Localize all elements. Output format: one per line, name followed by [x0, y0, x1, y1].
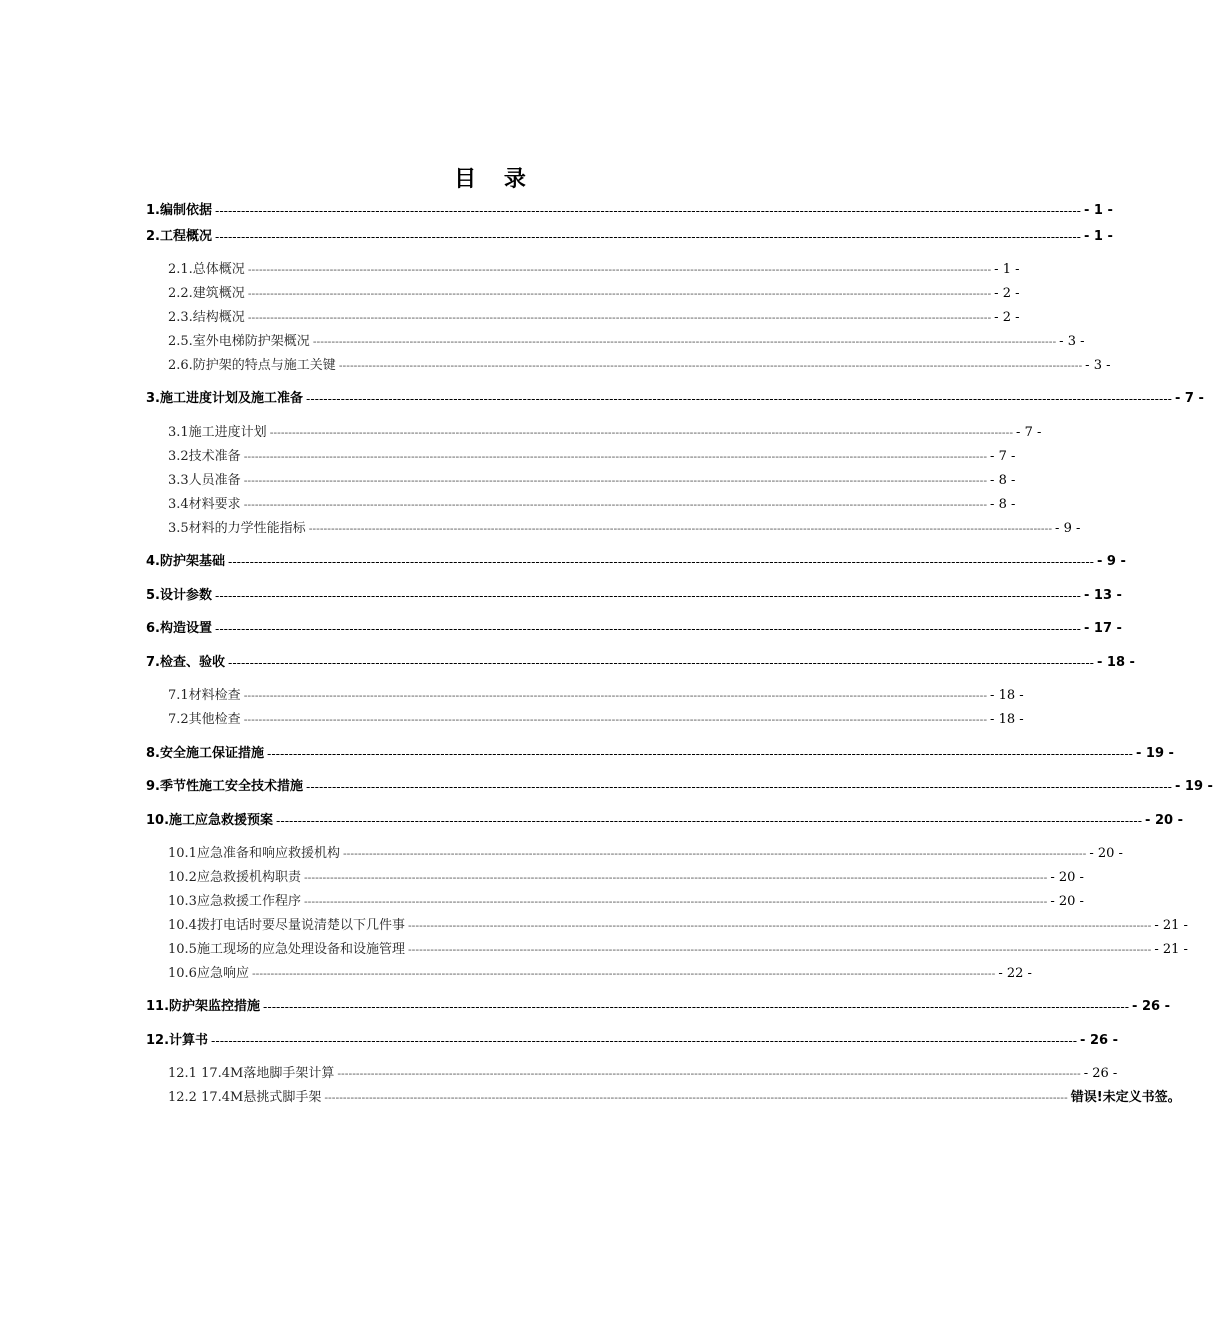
toc-entry[interactable]	[168, 308, 1020, 328]
dot-leader: --------------------------------------------------------------------------------------------------------------------------------------------------------------------------------------------------------	[338, 359, 1083, 372]
dot-leader: --------------------------------------------------------------------------------------------------------------------------------------------------------------------------------------------------------	[227, 555, 1094, 569]
dot-leader: --------------------------------------------------------------------------------------------------------------------------------------------------------------------------------------------------------	[243, 689, 988, 702]
toc-entry-error: 错误!未定义书签。	[1070, 1090, 1181, 1105]
toc-entry[interactable]	[168, 868, 1084, 888]
dot-leader: --------------------------------------------------------------------------------------------------------------------------------------------------------------------------------------------------------	[303, 871, 1048, 884]
toc-entry[interactable]	[168, 892, 1084, 912]
toc-entry-label: 3.2技术准备	[168, 449, 241, 464]
dot-leader: --------------------------------------------------------------------------------------------------------------------------------------------------------------------------------------------------------	[407, 943, 1152, 956]
dot-leader: --------------------------------------------------------------------------------------------------------------------------------------------------------------------------------------------------------	[227, 656, 1094, 670]
dot-leader: --------------------------------------------------------------------------------------------------------------------------------------------------------------------------------------------------------	[247, 311, 992, 324]
toc-entry-label: 2.5.室外电梯防护架概况	[168, 334, 310, 349]
toc-entry-page: - 7 -	[1016, 425, 1042, 440]
toc-entry-label: 12.1 17.4M落地脚手架计算	[168, 1066, 335, 1081]
dot-leader: --------------------------------------------------------------------------------------------------------------------------------------------------------------------------------------------------------	[211, 1034, 1078, 1048]
toc-entry-label: 3.施工进度计划及施工准备	[146, 391, 303, 406]
dot-leader: --------------------------------------------------------------------------------------------------------------------------------------------------------------------------------------------------------	[308, 522, 1053, 535]
dot-leader: --------------------------------------------------------------------------------------------------------------------------------------------------------------------------------------------------------	[243, 474, 988, 487]
dot-leader: --------------------------------------------------------------------------------------------------------------------------------------------------------------------------------------------------------	[214, 622, 1081, 636]
toc-entry-page: - 20 -	[1050, 894, 1084, 909]
toc-entry-page: - 26 -	[1083, 1066, 1118, 1081]
toc-entry[interactable]	[146, 619, 1122, 639]
toc-entry-page: - 2 -	[994, 310, 1020, 325]
dot-leader: --------------------------------------------------------------------------------------------------------------------------------------------------------------------------------------------------------	[312, 335, 1057, 348]
toc-entry[interactable]	[168, 686, 1024, 706]
dot-leader: --------------------------------------------------------------------------------------------------------------------------------------------------------------------------------------------------------	[269, 426, 1014, 439]
dot-leader: --------------------------------------------------------------------------------------------------------------------------------------------------------------------------------------------------------	[266, 747, 1133, 761]
toc-entry-page: - 19 -	[1136, 746, 1174, 761]
toc-entry-label: 3.3人员准备	[168, 473, 241, 488]
toc-entry-page: - 1 -	[994, 262, 1020, 277]
toc-entry-page: - 2 -	[994, 286, 1020, 301]
toc-entry-label: 2.6.防护架的特点与施工关键	[168, 358, 336, 373]
toc-entry-label: 6.构造设置	[146, 621, 212, 636]
toc-entry-label: 9.季节性施工安全技术措施	[146, 779, 303, 794]
toc-entry-page: - 3 -	[1085, 358, 1111, 373]
toc-entry-page: - 8 -	[990, 473, 1016, 488]
toc-entry-page: - 13 -	[1084, 588, 1122, 603]
toc-entry[interactable]	[168, 1064, 1118, 1084]
toc-entry[interactable]	[168, 356, 1111, 376]
toc-entry-page: - 22 -	[998, 966, 1032, 981]
toc-entry-label: 3.4材料要求	[168, 497, 241, 512]
toc-entry-page: - 26 -	[1132, 999, 1170, 1014]
toc-entry[interactable]	[146, 744, 1174, 764]
dot-leader: --------------------------------------------------------------------------------------------------------------------------------------------------------------------------------------------------------	[247, 263, 992, 276]
toc-entry-page: - 7 -	[1175, 391, 1204, 406]
toc-entry-label: 12.计算书	[146, 1033, 209, 1048]
toc-entry[interactable]	[146, 389, 1204, 409]
toc-entry[interactable]	[168, 423, 1042, 443]
toc-entry[interactable]	[168, 940, 1188, 960]
dot-leader: --------------------------------------------------------------------------------------------------------------------------------------------------------------------------------------------------------	[247, 287, 992, 300]
dot-leader: --------------------------------------------------------------------------------------------------------------------------------------------------------------------------------------------------------	[243, 713, 988, 726]
dot-leader: --------------------------------------------------------------------------------------------------------------------------------------------------------------------------------------------------------	[305, 392, 1172, 406]
toc-entry-label: 4.防护架基础	[146, 554, 225, 569]
dot-leader: --------------------------------------------------------------------------------------------------------------------------------------------------------------------------------------------------------	[276, 814, 1143, 828]
toc-entry[interactable]	[146, 201, 1113, 221]
toc-entry-label: 12.2 17.4M悬挑式脚手架	[168, 1090, 322, 1105]
toc-entry[interactable]	[168, 471, 1016, 491]
dot-leader: --------------------------------------------------------------------------------------------------------------------------------------------------------------------------------------------------------	[324, 1091, 1068, 1104]
toc-entry-page: - 18 -	[1097, 655, 1135, 670]
toc-entry-label: 7.检查、验收	[146, 655, 225, 670]
toc-entry[interactable]	[168, 447, 1016, 467]
toc-entry-label: 1.编制依据	[146, 203, 212, 218]
toc-entry-page: - 18 -	[990, 688, 1024, 703]
toc-entry[interactable]	[168, 519, 1081, 539]
toc-entry-label: 2.1.总体概况	[168, 262, 245, 277]
toc-entry-label: 2.3.结构概况	[168, 310, 245, 325]
toc-entry-page: - 7 -	[990, 449, 1016, 464]
toc-entry-label: 2.工程概况	[146, 229, 212, 244]
toc-entry[interactable]	[146, 586, 1122, 606]
toc-entry-label: 10.2应急救援机构职责	[168, 870, 301, 885]
dot-leader: --------------------------------------------------------------------------------------------------------------------------------------------------------------------------------------------------------	[342, 847, 1087, 860]
dot-leader: --------------------------------------------------------------------------------------------------------------------------------------------------------------------------------------------------------	[303, 895, 1048, 908]
toc-entry-page: - 3 -	[1059, 334, 1085, 349]
dot-leader: --------------------------------------------------------------------------------------------------------------------------------------------------------------------------------------------------------	[263, 1000, 1130, 1014]
toc-entry-page: - 21 -	[1154, 918, 1188, 933]
dot-leader: --------------------------------------------------------------------------------------------------------------------------------------------------------------------------------------------------------	[337, 1067, 1081, 1080]
toc-entry-label: 5.设计参数	[146, 588, 212, 603]
toc-entry-label: 7.2其他检查	[168, 712, 241, 727]
toc-entry[interactable]	[168, 260, 1020, 280]
toc-entry-page: - 26 -	[1080, 1033, 1118, 1048]
toc-entry-page: - 9 -	[1055, 521, 1081, 536]
toc-entry[interactable]	[168, 284, 1020, 304]
toc-entry-label: 10.4拨打电话时要尽量说清楚以下几件事	[168, 918, 405, 933]
dot-leader: --------------------------------------------------------------------------------------------------------------------------------------------------------------------------------------------------------	[305, 780, 1172, 794]
toc-entry[interactable]	[168, 844, 1123, 864]
dot-leader: --------------------------------------------------------------------------------------------------------------------------------------------------------------------------------------------------------	[214, 204, 1081, 218]
toc-entry-page: - 20 -	[1145, 813, 1183, 828]
toc-entry-page: - 1 -	[1084, 229, 1113, 244]
toc-entry-label: 10.3应急救援工作程序	[168, 894, 301, 909]
toc-entry-page: - 19 -	[1175, 779, 1213, 794]
dot-leader: --------------------------------------------------------------------------------------------------------------------------------------------------------------------------------------------------------	[243, 450, 988, 463]
toc-entry[interactable]	[146, 653, 1135, 673]
dot-leader: --------------------------------------------------------------------------------------------------------------------------------------------------------------------------------------------------------	[251, 967, 996, 980]
toc-entry[interactable]	[146, 777, 1213, 797]
toc-entry-label: 10.1应急准备和响应救援机构	[168, 846, 340, 861]
toc-entry[interactable]	[168, 1088, 1181, 1108]
toc-entry[interactable]	[146, 1031, 1118, 1051]
toc-entry-page: - 17 -	[1084, 621, 1122, 636]
toc-entry-page: - 9 -	[1097, 554, 1126, 569]
toc-entry-page: - 20 -	[1089, 846, 1123, 861]
toc-entry[interactable]	[146, 997, 1170, 1017]
toc-entry[interactable]	[168, 964, 1032, 984]
toc-entry-page: - 8 -	[990, 497, 1016, 512]
toc-entry-page: - 1 -	[1084, 203, 1113, 218]
toc-entry-page: - 21 -	[1154, 942, 1188, 957]
dot-leader: --------------------------------------------------------------------------------------------------------------------------------------------------------------------------------------------------------	[407, 919, 1152, 932]
toc-entry-label: 10.5施工现场的应急处理设备和设施管理	[168, 942, 405, 957]
dot-leader: --------------------------------------------------------------------------------------------------------------------------------------------------------------------------------------------------------	[214, 589, 1081, 603]
toc-entry-label: 3.5材料的力学性能指标	[168, 521, 306, 536]
toc-entry[interactable]	[146, 811, 1183, 831]
toc-entry-page: - 20 -	[1050, 870, 1084, 885]
toc-entry[interactable]	[146, 227, 1113, 247]
toc-entry-label: 10.6应急响应	[168, 966, 249, 981]
toc-entry-label: 8.安全施工保证措施	[146, 746, 264, 761]
toc-entry[interactable]	[168, 916, 1188, 936]
toc-entry[interactable]	[168, 495, 1016, 515]
toc-entry-label: 3.1施工进度计划	[168, 425, 267, 440]
toc-title: 目 录	[454, 167, 536, 192]
toc-entry-label: 10.施工应急救援预案	[146, 813, 274, 828]
toc-entry[interactable]	[168, 710, 1024, 730]
toc-entry-label: 11.防护架监控措施	[146, 999, 261, 1014]
toc-entry-page: - 18 -	[990, 712, 1024, 727]
toc-entry[interactable]	[168, 332, 1085, 352]
toc-entry-label: 7.1材料检查	[168, 688, 241, 703]
dot-leader: --------------------------------------------------------------------------------------------------------------------------------------------------------------------------------------------------------	[214, 230, 1081, 244]
toc-entry-label: 2.2.建筑概况	[168, 286, 245, 301]
dot-leader: --------------------------------------------------------------------------------------------------------------------------------------------------------------------------------------------------------	[243, 498, 988, 511]
toc-entry[interactable]	[146, 552, 1126, 572]
